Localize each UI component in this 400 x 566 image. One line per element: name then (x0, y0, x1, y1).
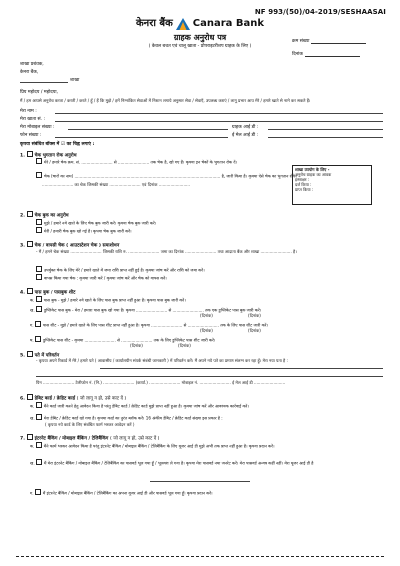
customer-id-label: ग्राहक आई डी : (232, 125, 259, 130)
s6-line-3: ( कृपया नये कार्ड के लिए संबंधित फार्म भरकर आवेदन करें ) (45, 422, 135, 427)
s7-option-2-checkbox[interactable] (36, 459, 42, 465)
s7-line-1: क. मैंने फार्म भरकर आवेदन किया है परंतु इंटरनेट बैंकिंग / मोबाइल बैंकिंग / टेलिबैंकिंग के लिए यूजर आई डी मुझे अभी तक प्राप्त नहीं हुआ है। कृपया प्रदान करें। (30, 443, 275, 449)
name-input[interactable] (55, 113, 383, 114)
section-3-checkbox[interactable] (27, 241, 33, 247)
s2-line-1: मुझे / हमारे नये खाते के लिए चेक बुक जारी करें। कृपया चेक बुक जारी करें। (36, 219, 156, 226)
s4-line-4: घ. डुप्लिकेट पास शीट - कृपया ........................ से ........................ तक के लिए डुप्लिकेट पास शीट जारी करें। (30, 337, 216, 343)
s6-option-1-checkbox[interactable] (36, 402, 42, 408)
tear-line (16, 556, 384, 557)
s4-option-3-checkbox[interactable] (35, 321, 41, 327)
s4-option-1-checkbox[interactable] (36, 296, 42, 302)
user-id-input[interactable] (150, 481, 250, 482)
date-field[interactable] (292, 52, 360, 58)
s6-option-2-checkbox[interactable] (36, 414, 42, 420)
s3-option-2-checkbox[interactable] (36, 274, 42, 280)
email-label: ई मेल आई डी : (232, 133, 259, 138)
form-title: ग्राहक अनुरोध पत्र (173, 33, 227, 42)
section-2-checkbox[interactable] (27, 211, 33, 217)
s3-option-1-checkbox[interactable] (36, 266, 42, 272)
s4-hint-to-2: (दिनांक) (248, 328, 261, 333)
bank-name-hindi: केनरा बैंक (136, 18, 173, 29)
addressee-bank: केनरा बैंक, (20, 70, 39, 75)
s6-line-2: ख. मेरा डेबिट / क्रेडिट कार्ड खो गया है। कृपया कार्ड का तुरंत ब्लॉक करें। 16 अंकीय डेबिट / क्रेडिट कार्ड संख्या इस प्रकार है : (30, 415, 223, 421)
s4-hint-to-1: (दिनांक) (248, 313, 261, 318)
phone-label: फोन संख्या : (20, 133, 42, 138)
s4-hint-from-2: (दिनांक) (200, 328, 213, 333)
s4-hint-from-3: (दिनांक) (130, 343, 143, 348)
s7-line-3: ग. मैं इंटरनेट बैंकिंग / मोबाइल बैंकिंग / टेलिबैंकिंग का अपना यूजर आई डी और पासवर्ड भूल गया हूँ। कृपया प्रदान करें। (30, 490, 213, 496)
mobile-input[interactable] (68, 129, 228, 130)
section-3-title: 3. चेक / वापसी चेक ( आउटस्टेशन चेक ) समाशोधन (20, 241, 119, 249)
section-6-checkbox[interactable] (27, 394, 33, 400)
s4-line-2: ख. डुप्लिकेट पास बुक - मेरा / हमारा पास बुक खो गया है। कृपया ........................ से ........................ तक एक डुप्लिकेट पास बुक जारी करें। (30, 307, 262, 313)
ref-number-label: क्रम संख्या (292, 39, 310, 44)
s7-line-2: ख. मैं मेरा इंटरनेट बैंकिंग / मोबाइल बैंकिंग / टेलिबैंकिंग का पासवर्ड भूल गया हूँ / भूलवश ले गया है। कृपया मेरा पासवर्ड नया जनरेट करें। मेरा पासवर्ड अन्यत्र कहीं नहीं। मेरा यूजर आई डी है (30, 460, 314, 466)
branch-use-box: शाखा उपयोग के लिए - अनुरोध ग्राहक का आवक हस्ताक्षर : दर्ज किया : प्राप्त किया : (292, 165, 372, 205)
s5-line-2: पिन ........................ टेलीफोन नं. (नि.) ........................ (कार्या.) ........................ मोबाइल नं. ........................ ई मेल आई डी ........................ (36, 380, 286, 385)
section-7-checkbox[interactable] (27, 434, 33, 440)
s2-line-2: मेरी / हमारी चेक बुक खो गई है। कृपया चेक बुक जारी करें। (36, 227, 132, 234)
mobile-label: मेरा मोबाइल संख्या : (20, 125, 55, 130)
form-subtitle: ( केवल बचत एवं चालू खाता - प्रोपराइटरीशप ग्राहक के लिए ) (148, 44, 252, 49)
section-6-title: 6. डेबिट कार्ड / क्रेडिट कार्ड ( जो लागू न हो, उसे काट दें ) (20, 394, 126, 402)
section-1-title: 1. चेक भुगतान रोक अनुरोध (20, 151, 77, 159)
s7-option-3-checkbox[interactable] (35, 489, 41, 495)
bank-logo (136, 18, 264, 31)
section-1-checkbox[interactable] (27, 151, 33, 157)
section-4-title: 4. पास बुक / पासबुक शीट (20, 288, 75, 296)
s3-line-2: उपर्युक्त चेक के लिए मेरे / हमारे खाते में जमा राशि प्राप्त नहीं हुई है। कृपया जांच करें और राशि को जमा करें। (36, 266, 205, 273)
bank-name-english: Canara Bank (192, 18, 265, 29)
s2-option-2-checkbox[interactable] (36, 227, 42, 233)
phone-input[interactable] (55, 137, 228, 138)
account-label: मेरा खाता सं. : (20, 117, 46, 122)
account-input[interactable] (55, 121, 383, 122)
section-2-title: 2. चेक बुक का अनुरोध (20, 211, 69, 219)
s7-option-1-checkbox[interactable] (36, 442, 42, 448)
s1-line-2: चेक (चारों का नाम) ................................................................................................................ है, जारी किया है। कृपया ऐसे चेक का भुगतान रोकें। (36, 172, 297, 179)
s4-hint-to-3: (दिनांक) (178, 343, 191, 348)
section-7-title: 7. इंटरनेट बैंकिंग / मोबाइल बैंकिंग / टेलिबैंकिंग ( जो लागू न हो, उसे काट दें ) (20, 434, 159, 442)
new-address-input-2[interactable] (36, 376, 383, 377)
s1-option-2-checkbox[interactable] (36, 172, 42, 178)
s2-option-1-checkbox[interactable] (36, 219, 42, 225)
s1-option-1-checkbox[interactable] (36, 158, 42, 164)
s1-line-1: मेरे / हमारे चेक क्रम. सं. ........................ से ........................ तक चेक है, खो गए हैं। कृपया इन चेकों के भुगतान रोक दें। (36, 158, 237, 165)
section-5-checkbox[interactable] (27, 351, 33, 357)
name-label: मेरा नाम : (20, 109, 37, 114)
s4-line-1: क. पास बुक - मुझे / हमारे नये खाते के लिए पास बुक प्राप्त नहीं हुआ है। कृपया पास बुक जारी करें। (30, 297, 186, 303)
canara-emblem-icon (176, 18, 190, 30)
s4-hint-from-1: (दिनांक) (200, 313, 213, 318)
s4-option-4-checkbox[interactable] (35, 336, 41, 342)
s6-line-1: क. मैंने कार्ड जारी करने हेतु आवेदन किया है परंतु डेबिट कार्ड / क्रेडिट कार्ड मुझे प्राप्त नहीं हुआ है। कृपया जांच करें और आवश्यक कार्रवाई करें। (30, 403, 249, 409)
section-4-checkbox[interactable] (27, 288, 33, 294)
email-input[interactable] (268, 137, 383, 138)
addressee: शाखा प्रबंधक, (20, 62, 44, 67)
date-label: दिनांक (292, 52, 303, 57)
customer-id-input[interactable] (268, 129, 383, 130)
s4-line-3: ग. पास शीट - मुझे / हमारे खाते के लिए पास शीट प्राप्त नहीं हुआ है। कृपया ........................ से ........................ तक के लिए पास शीट जारी करें। (30, 322, 269, 328)
intro-text: मैं / हम आपसे अनुरोध करता / करती / करते / हूँ / हैं कि मुझे / हमें निम्नांकित सेवाओं में निशान लगाये अनुसार सेवा / सेवाएँ, उपलब्ध कराएं / लागू प्रभार आप मेरे / हमारे खाते से नामे कर सकते हैं। (20, 98, 311, 103)
s3-line-1: - मैं / हमने चेक संख्या ........................ जिसकी राशि रु. ........................ जमा का दिनांक ........................ तथा आदाता बैंक और शाखा ........................ है। (36, 249, 297, 254)
s4-option-2-checkbox[interactable] (36, 306, 42, 312)
new-address-input[interactable] (100, 368, 383, 369)
s3-line-3: वापस किया गया चेक : कृपया जारी करें / कृपया जांच करें और चेक को वापस करें। (36, 274, 167, 281)
branch-label: शाखा (70, 78, 80, 83)
form-number: NF 993/(50)/04-2019/SESHAASAI (254, 8, 386, 16)
s5-line-1: - कृपया अपने रिकार्ड में मेरे / हमारे पते ( आवासीय / कार्यालयीन संपर्क संबंधी जानकारी ) में परिवर्तन करें। मैं अपने नये पते का प्रमाण संलग्न कर रहा हूँ। मेरा नया पता है : (36, 358, 288, 363)
tick-instruction: कृपया संबंधित बॉक्स में ☑ का चिह्न लगाएं : (20, 142, 95, 147)
ref-number-field[interactable] (292, 39, 366, 45)
salutation: प्रिय महोदय / महोदया, (20, 90, 59, 95)
s1-line-3: ........................ का चेक जिसकी संख्या ........................ एवं दिनांक ........................ (42, 182, 190, 187)
section-5-title: 5. पते में परिवर्तन (20, 351, 59, 359)
